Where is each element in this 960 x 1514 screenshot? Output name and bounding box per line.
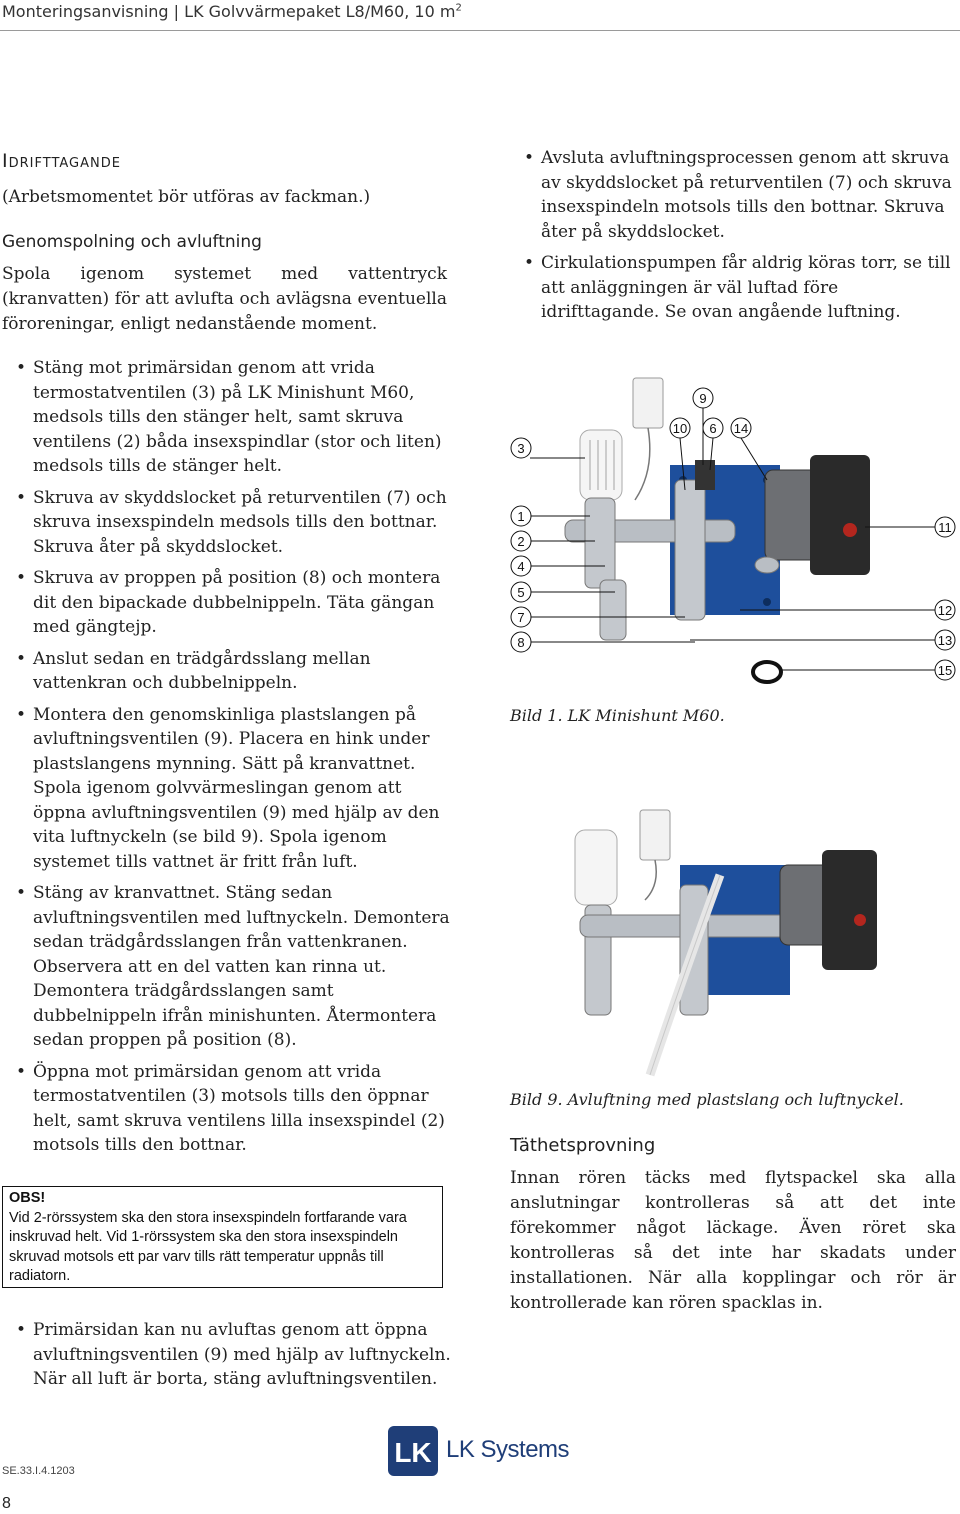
callout-10 — [670, 418, 690, 438]
page-header — [2, 2, 462, 21]
svg-text:2: 2 — [517, 534, 525, 549]
right-steps — [510, 146, 955, 332]
control-box — [633, 378, 663, 428]
page-number: 8 — [2, 1495, 11, 1512]
leak-test-heading: Täthetsprovning — [510, 1135, 656, 1156]
list-item: • Skruva av skyddslocket på returventilen (7) och skruva insexspindeln medsols tills den bottnar. Skruva åter på skyddslocket. — [2, 486, 452, 560]
callout-7 — [511, 607, 531, 627]
obs-note-box — [2, 1186, 443, 1288]
callout-6 — [703, 418, 723, 438]
leak-test-text: Innan rören täcks med flytspackel ska alla anslutningar kontrolleras så att det inte förekommer något läckage. Även röret ska kontrolleras så det inte har skadats under installationen. När alla kopplingar och rör är kontrollerade kan rören spacklas in. — [510, 1168, 956, 1313]
final-step — [2, 1318, 452, 1399]
list-item: • Anslut sedan en trädgårdsslang mellan vattenkran och dubbelnippeln. — [2, 647, 452, 696]
header-sup: 2 — [455, 2, 462, 14]
list-item: • Montera den genomskinliga plastslangen på avluftningsventilen (9). Placera en hink under plastslangens mynning. Sätt på kranvattnet. Spola igenom golvvärmeslingan genom att öppna avluftningsventilen (9) med hjälp av den vita luftnyckeln (se bild 9). Spola igenom systemet tills vattnet är fritt från luft. — [2, 703, 452, 875]
figure1-caption: Bild 1. LK Minishunt M60. — [510, 706, 725, 725]
cable — [635, 428, 650, 500]
svg-text:7: 7 — [517, 610, 525, 625]
svg-text:15: 15 — [937, 663, 953, 678]
callout-8 — [511, 632, 531, 652]
list-item: • Stäng av kranvattnet. Stäng sedan avluftningsventilen med luftnyckeln. Demontera sedan trädgårdsslangen från vattenkranen. Observera att en del vatten kan rinna ut. Demontera trädgårdsslangen samt dubbelnippeln ifrån minishunten. Återmontera sedan proppen på position (8). — [2, 881, 452, 1053]
header-text: Monteringsanvisning | LK Golvvärmepaket L8/M60, 10 m — [2, 2, 456, 21]
list-item: • Primärsidan kan nu avluftas genom att öppna avluftningsventilen (9) med hjälp av luftnyckeln. När all luft är borta, stäng avluftningsventilen. — [2, 1318, 452, 1392]
callout-15 — [935, 660, 955, 680]
svg-text:11: 11 — [938, 520, 952, 535]
obs-text: Vid 2-rörssystem ska den stora insexspindeln fortfarande vara inskruvad helt. Vid 1-rörssystem ska den stora insexspindeln skruvad motsols ett par varv tills rätt temperatur uppnås till radiatorn. — [9, 1209, 407, 1284]
svg-text:8: 8 — [517, 635, 525, 650]
air-purge-photo — [560, 805, 880, 1085]
callout-9 — [693, 388, 713, 408]
callout-14 — [731, 418, 751, 438]
svg-text:12: 12 — [937, 603, 953, 618]
list-item: • Stäng mot primärsidan genom att vrida termostatventilen (3) på LK Minishunt M60, medsols tills den stänger helt, samt skruva ventilens (2) båda insexspindlar (stor och liten) medsols tills de stänger helt. — [2, 356, 452, 479]
callout-5 — [511, 582, 531, 602]
flushing-intro: Spola igenom systemet med vattentryck (kranvatten) för att avlufta och avlägsna eventuella föroreningar, enligt nedanstående moment. — [2, 264, 447, 334]
lk-systems-logo — [388, 1426, 588, 1476]
callout-2 — [511, 531, 531, 551]
list-item: • Avsluta avluftningsprocessen genom att skruva av skyddslocket på returventilen (7) och skruva insexspindeln motsols tills den bottnar. Skruva åter på skyddslocket. — [510, 146, 955, 244]
figure9-caption: Bild 9. Avluftning med plastslang och luftnyckel. — [510, 1090, 904, 1109]
minishunt-diagram — [505, 370, 960, 700]
document-id: SE.33.I.4.1203 — [2, 1465, 75, 1477]
section-title: Idrifttagande — [2, 150, 121, 172]
gasket-ring — [753, 662, 781, 682]
lk-logo-icon — [388, 1426, 438, 1476]
section-note: (Arbetsmomentet bör utföras av fackman.) — [2, 187, 371, 207]
callout-1 — [511, 506, 531, 526]
svg-text:1: 1 — [517, 509, 525, 524]
obs-label: OBS! — [9, 1190, 46, 1206]
svg-text:LK: LK — [394, 1437, 432, 1468]
svg-text:4: 4 — [517, 559, 525, 574]
air-vent — [695, 460, 715, 490]
flushing-steps — [2, 356, 452, 1165]
pump-head — [810, 455, 870, 575]
callout-13 — [935, 630, 955, 650]
svg-text:3: 3 — [517, 441, 525, 456]
svg-text:10: 10 — [672, 421, 688, 436]
svg-text:14: 14 — [733, 421, 749, 436]
svg-text:5: 5 — [517, 585, 525, 600]
list-item: • Cirkulationspumpen får aldrig köras torr, se till att anläggningen är väl luftad före idrifttagande. Se ovan angående luftning. — [510, 251, 955, 325]
list-item: • Skruva av proppen på position (8) och montera dit den bipackade dubbelnippeln. Täta gängan med gängtejp. — [2, 566, 452, 640]
list-item: • Öppna mot primärsidan genom att vrida termostatventilen (3) motsols tills den öppnar helt, samt skruva ventilens lilla insexspindel (2) motsols tills den bottnar. — [2, 1060, 452, 1158]
callout-3 — [511, 438, 531, 458]
logo-text: LK Systems — [446, 1436, 570, 1463]
callout-4 — [511, 556, 531, 576]
callout-11 — [935, 517, 955, 537]
header-divider — [0, 30, 960, 31]
callout-12 — [935, 600, 955, 620]
svg-text:13: 13 — [937, 633, 953, 648]
flushing-heading: Genomspolning och avluftning — [2, 232, 262, 252]
thermostat-head — [580, 430, 622, 500]
svg-text:9: 9 — [699, 391, 707, 406]
svg-text:6: 6 — [709, 421, 717, 436]
